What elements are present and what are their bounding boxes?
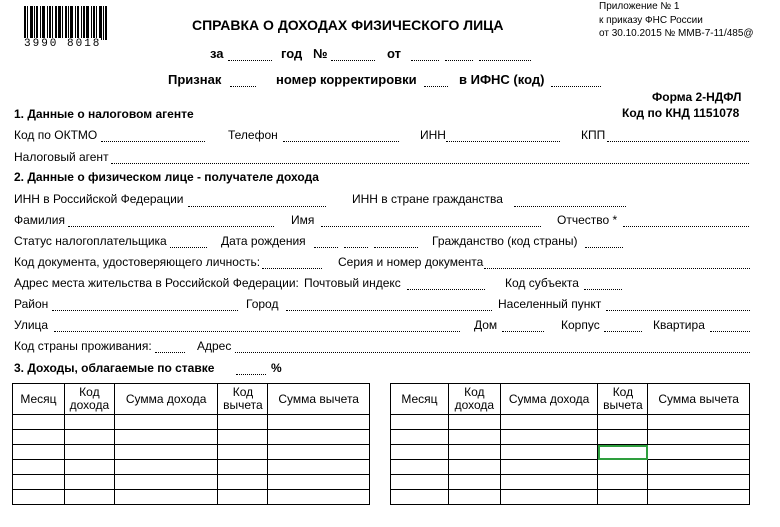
date-day-field[interactable] — [411, 60, 439, 61]
table-cell[interactable] — [64, 460, 114, 475]
table-cell[interactable] — [13, 415, 65, 430]
table-cell[interactable] — [114, 430, 218, 445]
table-cell[interactable] — [114, 445, 218, 460]
table-cell[interactable] — [218, 475, 268, 490]
doc-code-label: Код документа, удостоверяющего личность: — [14, 255, 261, 269]
status-field[interactable] — [170, 247, 207, 248]
table-cell[interactable] — [448, 415, 500, 430]
table-row — [391, 475, 750, 490]
income-table-left — [12, 383, 370, 505]
table-cell[interactable] — [218, 490, 268, 505]
table-cell[interactable] — [448, 445, 500, 460]
selected-cell[interactable] — [598, 445, 648, 460]
table-cell[interactable] — [114, 475, 218, 490]
table-cell[interactable] — [500, 460, 598, 475]
status-label: Статус налогоплательщика — [14, 234, 167, 248]
table-row — [13, 445, 370, 460]
table-cell[interactable] — [500, 475, 598, 490]
appendix-line-3: от 30.10.2015 № ММВ-7-11/485@ — [599, 28, 754, 39]
table-cell[interactable] — [114, 415, 218, 430]
table-cell[interactable] — [64, 430, 114, 445]
income-table-right — [390, 383, 750, 505]
column-income-sum: Сумма дохода — [114, 384, 218, 415]
table-cell[interactable] — [648, 445, 750, 460]
number-field[interactable] — [331, 60, 375, 61]
god-label: год — [281, 46, 303, 61]
table-cell[interactable] — [648, 430, 750, 445]
table-cell[interactable] — [500, 490, 598, 505]
table-cell[interactable] — [218, 415, 268, 430]
column-income-sum: Сумма дохода — [500, 384, 598, 415]
correction-field[interactable] — [424, 86, 448, 87]
table-cell[interactable] — [268, 490, 370, 505]
kpp-field[interactable] — [607, 141, 749, 142]
section2-title: 2. Данные о физическом лице - получателе дохода — [14, 170, 319, 184]
citizenship-field[interactable] — [585, 247, 623, 248]
table-cell[interactable] — [648, 490, 750, 505]
table-cell[interactable] — [64, 415, 114, 430]
section1-title: 1. Данные о налоговом агенте — [14, 107, 194, 121]
table-cell[interactable] — [268, 430, 370, 445]
ot-label: от — [387, 46, 401, 61]
city-field[interactable] — [286, 310, 492, 311]
table-cell[interactable] — [64, 490, 114, 505]
table-cell[interactable] — [64, 445, 114, 460]
column-deduction-sum: Сумма вычета — [268, 384, 370, 415]
birth-day-field[interactable] — [314, 247, 338, 248]
inn-field[interactable] — [446, 141, 560, 142]
table-cell[interactable] — [13, 445, 65, 460]
table-cell[interactable] — [448, 430, 500, 445]
house-field[interactable] — [502, 331, 544, 332]
table-cell[interactable] — [598, 415, 648, 430]
table-cell[interactable] — [598, 490, 648, 505]
doc-series-label: Серия и номер документа — [338, 255, 484, 269]
table-cell[interactable] — [598, 475, 648, 490]
birth-year-field[interactable] — [374, 247, 418, 248]
form-name: Форма 2-НДФЛ — [652, 90, 742, 104]
barcode — [24, 8, 120, 40]
rate-field[interactable] — [236, 374, 266, 375]
inn-foreign-field[interactable] — [514, 206, 626, 207]
table-row — [391, 490, 750, 505]
table-cell[interactable] — [13, 430, 65, 445]
table-cell[interactable] — [218, 445, 268, 460]
column-month: Месяц — [13, 384, 65, 415]
table-cell[interactable] — [598, 430, 648, 445]
kpp-label: КПП — [581, 128, 606, 142]
table-cell[interactable] — [448, 460, 500, 475]
table-cell[interactable] — [13, 490, 65, 505]
barcode-number: 3990 8018 — [24, 38, 102, 50]
inn-rf-label: ИНН в Российской Федерации — [14, 192, 184, 206]
surname-field[interactable] — [68, 226, 274, 227]
house-label: Дом — [474, 318, 498, 332]
date-year-field[interactable] — [479, 60, 531, 61]
za-field[interactable] — [228, 60, 272, 61]
percent-sign: % — [271, 361, 282, 375]
column-deduction-sum: Сумма вычета — [648, 384, 750, 415]
table-cell[interactable] — [268, 475, 370, 490]
inn-label: ИНН — [420, 128, 446, 142]
phone-label: Телефон — [228, 128, 278, 142]
table-cell[interactable] — [500, 415, 598, 430]
address-label: Адрес — [197, 339, 232, 353]
table-cell[interactable] — [500, 445, 598, 460]
street-field[interactable] — [54, 331, 460, 332]
oktmo-label: Код по ОКТМО — [14, 128, 98, 142]
ifns-field[interactable] — [551, 86, 601, 87]
table-cell[interactable] — [648, 460, 750, 475]
table-cell[interactable] — [114, 460, 218, 475]
name-label: Имя — [291, 213, 315, 227]
building-label: Корпус — [561, 318, 600, 332]
table-cell[interactable] — [391, 415, 449, 430]
citizenship-label: Гражданство (код страны) — [432, 234, 578, 248]
region-field[interactable] — [584, 289, 622, 290]
column-income-code: Код дохода — [64, 384, 114, 415]
street-label: Улица — [14, 318, 49, 332]
table-cell[interactable] — [218, 460, 268, 475]
city-label: Город — [246, 297, 279, 311]
address-rf-label: Адрес места жительства в Российской Федерации: — [14, 276, 299, 290]
phone-field[interactable] — [283, 141, 399, 142]
agent-field[interactable] — [111, 163, 749, 164]
table-cell[interactable] — [391, 475, 449, 490]
postcode-label: Почтовый индекс — [304, 276, 401, 290]
table-row — [13, 415, 370, 430]
column-deduction-code: Код вычета — [598, 384, 648, 415]
patronymic-field[interactable] — [623, 226, 749, 227]
appendix-line-1: Приложение № 1 — [599, 1, 680, 12]
table-row — [13, 460, 370, 475]
building-field[interactable] — [604, 331, 642, 332]
table-row — [391, 445, 750, 460]
table-cell[interactable] — [391, 430, 449, 445]
priznak-field[interactable] — [230, 86, 256, 87]
postcode-field[interactable] — [407, 289, 485, 290]
agent-label: Налоговый агент — [14, 150, 109, 164]
flat-label: Квартира — [653, 318, 705, 332]
table-cell[interactable] — [500, 430, 598, 445]
form-knd: Код по КНД 1151078 — [622, 106, 740, 120]
date-month-field[interactable] — [445, 60, 473, 61]
table-cell[interactable] — [448, 490, 500, 505]
table-cell[interactable] — [268, 460, 370, 475]
table-cell[interactable] — [391, 445, 449, 460]
table-row — [391, 430, 750, 445]
locality-label: Населенный пункт — [498, 297, 602, 311]
inn-foreign-label: ИНН в стране гражданства — [352, 192, 503, 206]
birth-month-field[interactable] — [344, 247, 368, 248]
oktmo-field[interactable] — [101, 141, 205, 142]
region-label: Код субъекта — [505, 276, 579, 290]
section3-title: 3. Доходы, облагаемые по ставке — [14, 361, 215, 375]
table-cell[interactable] — [268, 415, 370, 430]
surname-label: Фамилия — [14, 213, 65, 227]
table-cell[interactable] — [64, 475, 114, 490]
name-field[interactable] — [321, 226, 541, 227]
table-cell[interactable] — [648, 475, 750, 490]
birth-label: Дата рождения — [221, 234, 306, 248]
table-row — [13, 430, 370, 445]
correction-label: номер корректировки — [276, 72, 417, 87]
table-cell[interactable] — [218, 430, 268, 445]
table-row — [391, 460, 750, 475]
doc-code-field[interactable] — [262, 268, 322, 269]
table-cell[interactable] — [391, 460, 449, 475]
district-label: Район — [14, 297, 49, 311]
table-cell[interactable] — [13, 460, 65, 475]
locality-field[interactable] — [606, 310, 750, 311]
page-title: СПРАВКА О ДОХОДАХ ФИЗИЧЕСКОГО ЛИЦА — [192, 17, 504, 33]
ifns-label: в ИФНС (код) — [459, 72, 545, 87]
patronymic-label: Отчество * — [557, 213, 618, 227]
priznak-label: Признак — [168, 72, 222, 87]
doc-series-field[interactable] — [484, 268, 750, 269]
za-label: за — [210, 46, 224, 61]
appendix-line-2: к приказу ФНС России — [599, 15, 703, 26]
residence-country-label: Код страны проживания: — [14, 339, 152, 353]
table-cell[interactable] — [13, 475, 65, 490]
table-cell[interactable] — [391, 490, 449, 505]
residence-country-field[interactable] — [155, 352, 185, 353]
table-row — [13, 490, 370, 505]
table-cell[interactable] — [114, 490, 218, 505]
table-row — [391, 415, 750, 430]
inn-rf-field[interactable] — [188, 206, 326, 207]
table-cell[interactable] — [598, 460, 648, 475]
flat-field[interactable] — [710, 331, 750, 332]
address-field[interactable] — [235, 352, 750, 353]
column-income-code: Код дохода — [448, 384, 500, 415]
table-cell[interactable] — [648, 415, 750, 430]
district-field[interactable] — [52, 310, 238, 311]
column-deduction-code: Код вычета — [218, 384, 268, 415]
column-month: Месяц — [391, 384, 449, 415]
table-row — [13, 475, 370, 490]
table-cell[interactable] — [268, 445, 370, 460]
number-label: № — [313, 46, 328, 61]
table-cell[interactable] — [448, 475, 500, 490]
